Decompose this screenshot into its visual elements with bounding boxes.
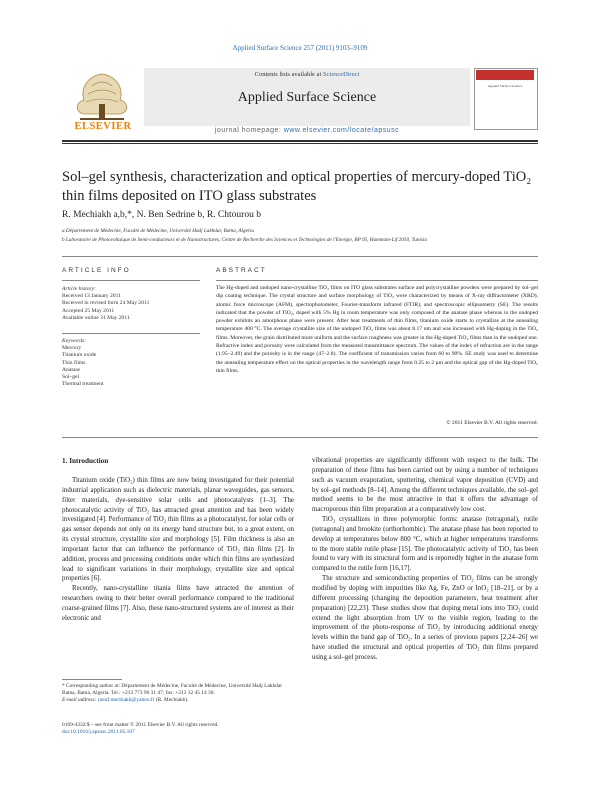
issn-line [62, 722, 302, 736]
keywords-rule [62, 333, 200, 334]
cover-color-band [476, 70, 534, 80]
abstract-label: ABSTRACT [216, 267, 267, 274]
keywords-block [62, 338, 202, 388]
history-revised: Received in revised form 24 May 2011 [62, 300, 150, 307]
header-rule-thin [62, 143, 538, 144]
abstract-rule [216, 280, 538, 281]
elsevier-wordmark: ELSEVIER [74, 121, 132, 132]
keywords-label: Keywords: [62, 338, 87, 344]
keyword-item: Thin films [62, 359, 86, 366]
keyword-item: Anatase [62, 366, 81, 373]
history-accepted: Accepted 25 May 2011 [62, 307, 115, 314]
journal-reference[interactable]: Applied Surface Science 257 (2011) 9103–9109 [232, 44, 368, 52]
paragraph: Recently, nano-crystalline titania films have attracted the attention of researchers owing to their better overall performance compared to the traditional coarse-grained films [7]. Also, these nano-structured systems are of interest as their electronic and [62, 585, 294, 622]
keyword-item: Thermal treatment [62, 381, 104, 388]
header-rule [62, 140, 538, 142]
paragraph: Titanium oxide (TiO₂) thin films are now being investigated for their potential industrial application such as dielectric materials, planar waveguides, gas sensors, filter materials, dye-sensitive solar cells and photocatalysts [1–3]. The photocatalytic activity of TiO₂ has attracted great attention and has been widely investigated [4]. Performance of TiO₂ thin films as a photocatalyst, for solar cells or gas sensor depends not only on its energy band structure but, to a great extent, on its crystal structure, crystallite size and morphology [5]. Film thickness is also an important factor that can influence the performance of TiO₂ thin films [2]. In addition, process and processing conditions under which thin films are synthesized lead to significant variations in their morphology, crystallite size and optical properties [6]. [62, 477, 294, 583]
abstract-copyright: © 2011 Elsevier B.V. All rights reserved. [446, 420, 538, 426]
body-left-column [62, 476, 294, 624]
article-history [62, 286, 202, 322]
journal-title: Applied Surface Science [237, 90, 377, 105]
abstract-bottom-rule [62, 437, 538, 438]
email-link[interactable]: raouf.mechiakh@yahoo.fr [97, 697, 155, 704]
article-authors: R. Mechiakh a,b,*, N. Ben Sedrine b, R. Chtourou b [62, 210, 261, 220]
article-title: Sol–gel synthesis, characterization and optical properties of mercury-doped TiO₂ thin films deposited on ITO glass substrates [62, 169, 532, 204]
paragraph: The structure and semiconducting properties of TiO₂ films can be strongly modified by doping with impurities like Ag, Fe, ZnO or InO₂ [18–21], or by a different processing (changing the deposition parameters, heat treatment after preparation) [22,23]. These studies show that doping metal ions into TiO₂ could extend the light absorption from UV to the visible region, leading to the improvement of the photo-response of TiO₂ by introducing additional energy levels within the band gap of TiO₂. In a series of previous papers [2,24–26] we have studied the structural and optical properties of TiO₂ thin films prepared using a sol–gel process. [312, 575, 538, 661]
issn-text: 0169-4332/$ – see front matter © 2011 Elsevier B.V. All rights reserved. [62, 722, 219, 728]
doi-link[interactable]: doi:10.1016/j.apsusc.2011.05.107 [62, 729, 135, 736]
paragraph: TiO₂ crystallizes in three polymorphic forms: anatase (tetragonal), rutile (tetragonal) and brookite (orthorhombic). The anatase phase has been reported to develop at temperatures below 800 °C, which at higher temperatures transforms to the more stable rutile phase [15]. The photocatalytic activity of TiO₂ has been found to vary with its structural form and is reportedly higher in the anatase form compared to the rutile form [16,17]. [312, 516, 538, 573]
body-right-column [312, 456, 538, 663]
title-rule [62, 256, 538, 257]
contents-available-line: Contents lists available at ScienceDirect [254, 71, 360, 78]
history-online: Available online 31 May 2011 [62, 314, 130, 321]
affiliation-b: b Laboratoire de Photovoltaïque de Semi-conducteurs et de Nanostructures, Centre de Recherche des Sciences et Technologies de l'Energie, BP 95, Hammam-Lif 2050, Tunisia [62, 237, 427, 243]
abstract-text: The Hg-doped and undoped nano-crystalline TiO₂ films on ITO glass substrates surface and polycrystalline powders were prepared by sol–gel dip coating technique. The crystal structure and surface morphology of TiO₂ were characterized by means of X-ray diffractometer (XRD), atomic force microscope (AFM), spectrophotometer, Fourier-transform infrared (FTIR), and spectroscopic ellipsometry (SE). The results indicated that the powder of TiO₂, doped with 5% Hg in room temperature was only composed of the anatase phase whereas in the undoped powder exhibits an amorphous phase were present. After heat treatments of thin films, titanium oxide starts to crystallize at the annealing temperature 400 °C. The average crystallite size of the undoped TiO₂ films was about 8.17 nm and was increased with Hg-doping in the TiO₂ films. Moreover, the grain distributed more uniform and the surface roughness was greater in the Hg-doped TiO₂ films than in the undoped one. Refractive index and porosity were calculated from the measured transmittance spectrum. The values of the index of refraction are in the range (1.95–2.49) and the porosity is in the range (47–2.8). The coefficient of transmission varies from 60 to 90%. SE study was used to determine the annealing temperature effect on the optical properties in the wavelength range from 0.25 to 2 μm and the optical gap of the Hg-doped TiO₂ thin films. [216, 285, 538, 374]
elsevier-tree-logo-icon [62, 66, 142, 126]
keyword-item: Sol–gel [62, 374, 80, 381]
journal-homepage-link[interactable]: www.elsevier.com/locate/apsusc [283, 127, 400, 134]
corresponding-author-footnote [62, 683, 294, 705]
section-heading-introduction: 1. Introduction [62, 457, 109, 465]
corresponding-author-text: * Corresponding author at: Département de Médecine, Faculté de Médecine, Université Hadj Lakhdar Batna, Batna, Algeria. Tel.: +213 773 96 31 47; fax: +213 32 45 14 30. [62, 683, 283, 697]
cover-title-text: Applied Surface Science [487, 84, 523, 88]
article-info-label: ARTICLE INFO [62, 267, 131, 274]
keyword-item: Mercury [62, 345, 82, 352]
sciencedirect-link[interactable]: ScienceDirect [322, 71, 360, 78]
history-received: Received 13 January 2011 [62, 293, 121, 300]
keyword-item: Titanium oxide [62, 352, 97, 359]
footnote-rule [62, 679, 122, 680]
paragraph: vibrational properties are significantly different with respect to the bulk. The preparation of these films has been carried out by using a number of techniques such as vacuum evaporation, sputtering, chemical vapor deposition (CVD) and by sol–gel methods [8–14]. Among the different techniques available, the sol–gel method seems to be the most attractive in that it offers the advantage of macroporous thin film preparation at a comparatively low cost. [312, 457, 538, 514]
article-info-rule [62, 280, 200, 281]
affiliation-a: a Département de Médecine, Faculté de Médecine, Université Hadj Lakhdar, Batna, Algeria [62, 228, 254, 234]
email-line: E-mail address: raouf.mechiakh@yahoo.fr (R. Mechiakh). [62, 697, 189, 704]
journal-homepage-line: journal homepage: www.elsevier.com/locate/apsusc [214, 127, 400, 134]
history-label: Article history: [62, 286, 97, 292]
